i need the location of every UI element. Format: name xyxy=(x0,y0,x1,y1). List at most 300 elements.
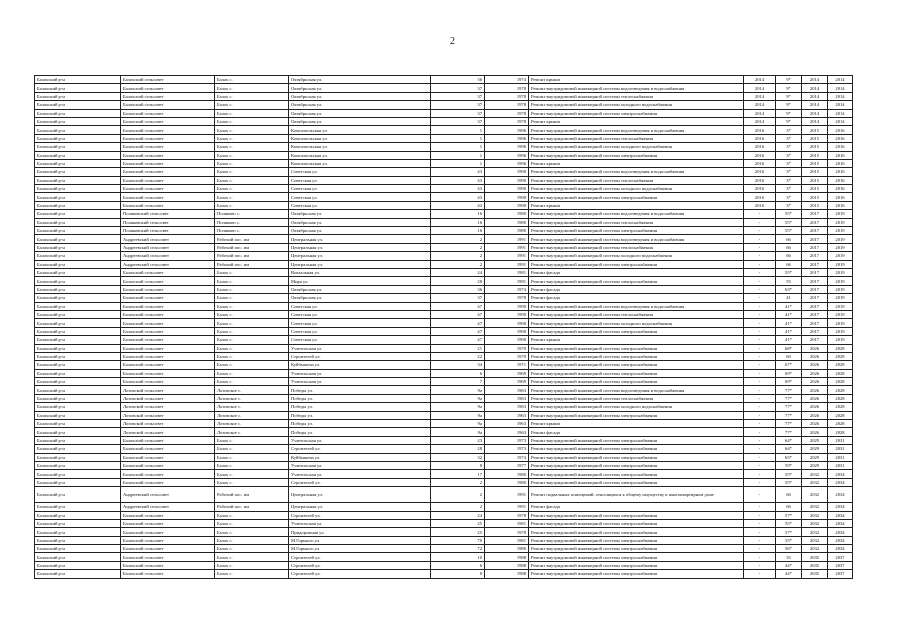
table-row xyxy=(35,101,853,109)
cell-district: Балахский р-н xyxy=(35,428,121,436)
cell-percent: 3* xyxy=(776,143,802,151)
cell-house-number: 2 xyxy=(431,478,485,486)
cell-work-type: Ремонт фасада xyxy=(529,503,744,511)
cell-year-from: 2026 xyxy=(802,428,828,436)
cell-year-a: - xyxy=(744,420,776,428)
cell-year-from: 2035 xyxy=(802,570,828,578)
cell-year-a: - xyxy=(744,411,776,419)
cell-locality: Балах с. xyxy=(215,344,289,352)
cell-locality: Балах с. xyxy=(215,159,289,167)
cell-build-year: 1974 xyxy=(485,76,529,84)
cell-build-year: 1991 xyxy=(485,487,529,503)
cell-year-a: - xyxy=(744,561,776,569)
table-row xyxy=(35,470,853,478)
cell-street: Победы ул. xyxy=(289,394,431,402)
cell-build-year: 1980 xyxy=(485,478,529,486)
cell-percent: 3* xyxy=(776,159,802,167)
cell-street: Советская ул. xyxy=(289,336,431,344)
cell-work-type: Ремонт внутридомовой инженерной системы электроснабжения xyxy=(529,478,744,486)
cell-year-a: - xyxy=(744,570,776,578)
cell-year-from: 2015 xyxy=(802,151,828,159)
cell-year-a: 2014 xyxy=(744,117,776,125)
cell-district: Балахский р-н xyxy=(35,227,121,235)
cell-work-type: Ремонт внутридомовой инженерной системы холодного водоснабжения xyxy=(529,185,744,193)
cell-year-from: 2017 xyxy=(802,327,828,335)
cell-locality: Балах с. xyxy=(215,302,289,310)
cell-locality: Лозовское с. xyxy=(215,394,289,402)
cell-settlement-council: Балахский сельсовет xyxy=(121,159,215,167)
cell-percent: 64* xyxy=(776,445,802,453)
cell-street: Советская ул. xyxy=(289,302,431,310)
cell-year-a: 2014 xyxy=(744,92,776,100)
cell-year-a: - xyxy=(744,268,776,276)
cell-work-type: Ремонт внутридомовой инженерной системы электроснабжения xyxy=(529,453,744,461)
table-row xyxy=(35,260,853,268)
cell-percent: 55* xyxy=(776,268,802,276)
table-row xyxy=(35,227,853,235)
cell-year-a: - xyxy=(744,227,776,235)
cell-house-number: 16 xyxy=(431,218,485,226)
cell-settlement-council: Балахский сельсовет xyxy=(121,101,215,109)
cell-locality: Рабочий пос. им xyxy=(215,243,289,251)
cell-locality: Балах с. xyxy=(215,545,289,553)
cell-year-from: 2032 xyxy=(802,503,828,511)
cell-settlement-council: Балахский сельсовет xyxy=(121,76,215,84)
cell-year-from: 2015 xyxy=(802,168,828,176)
cell-locality: Балах с. xyxy=(215,352,289,360)
cell-year-to: 2016 xyxy=(828,126,853,134)
cell-district: Балахский р-н xyxy=(35,503,121,511)
cell-work-type: Ремонт внутридомовой инженерной системы водоотведения и водоснабжения xyxy=(529,210,744,218)
cell-settlement-council: Балахский сельсовет xyxy=(121,369,215,377)
cell-house-number: 37 xyxy=(431,84,485,92)
cell-district: Балахский р-н xyxy=(35,268,121,276)
cell-percent: 77* xyxy=(776,394,802,402)
cell-year-a: - xyxy=(744,302,776,310)
cell-percent: 66 xyxy=(776,260,802,268)
cell-year-a: - xyxy=(744,327,776,335)
cell-district: Балахский р-н xyxy=(35,76,121,84)
cell-work-type: Ремонт фасада xyxy=(529,428,744,436)
cell-street: Комсомольская ул. xyxy=(289,143,431,151)
cell-percent: 66 xyxy=(776,252,802,260)
cell-percent: 64* xyxy=(776,436,802,444)
cell-work-type: Ремонт внутридомовой инженерной системы электроснабжения xyxy=(529,536,744,544)
cell-year-from: 2035 xyxy=(802,561,828,569)
cell-house-number: 43 xyxy=(431,201,485,209)
cell-street: Мира ул. xyxy=(289,277,431,285)
cell-year-from: 2014 xyxy=(802,84,828,92)
cell-street: Октябрьская ул. xyxy=(289,92,431,100)
table-row xyxy=(35,134,853,142)
cell-street: Учительская ул. xyxy=(289,461,431,469)
table-row xyxy=(35,361,853,369)
table-row xyxy=(35,294,853,302)
cell-year-from: 2014 xyxy=(802,101,828,109)
cell-build-year: 1973 xyxy=(485,436,529,444)
cell-house-number: 37 xyxy=(431,294,485,302)
cell-locality: Балах с. xyxy=(215,519,289,527)
cell-district: Балахский р-н xyxy=(35,201,121,209)
table-row xyxy=(35,218,853,226)
cell-work-type: Ремонт внутридомовой инженерной системы электроснабжения xyxy=(529,436,744,444)
cell-district: Балахский р-н xyxy=(35,218,121,226)
cell-year-to: 2034 xyxy=(828,519,853,527)
cell-district: Балахский р-н xyxy=(35,143,121,151)
cell-year-a: - xyxy=(744,428,776,436)
cell-house-number: 47 xyxy=(431,302,485,310)
cell-work-type: Ремонт крыши xyxy=(529,76,744,84)
cell-year-a: 2016 xyxy=(744,134,776,142)
cell-year-from: 2017 xyxy=(802,210,828,218)
cell-house-number: 7 xyxy=(431,378,485,386)
cell-district: Балахский р-н xyxy=(35,109,121,117)
cell-year-from: 2032 xyxy=(802,487,828,503)
cell-year-from: 2015 xyxy=(802,176,828,184)
cell-district: Балахский р-н xyxy=(35,411,121,419)
cell-street: Центральная ул. xyxy=(289,503,431,511)
cell-settlement-council: Балахский сельсовет xyxy=(121,570,215,578)
cell-build-year: 1990 xyxy=(485,327,529,335)
cell-build-year: 1970 xyxy=(485,352,529,360)
cell-percent: 3* xyxy=(776,151,802,159)
cell-build-year: 1996 xyxy=(485,134,529,142)
cell-percent: 57* xyxy=(776,511,802,519)
cell-year-to: 2034 xyxy=(828,478,853,486)
cell-district: Балахский р-н xyxy=(35,445,121,453)
cell-settlement-council: Балахский сельсовет xyxy=(121,361,215,369)
cell-house-number: 2 xyxy=(431,235,485,243)
cell-settlement-council: Лозовской сельсовет xyxy=(121,386,215,394)
cell-locality: Балах с. xyxy=(215,361,289,369)
table-row xyxy=(35,478,853,486)
cell-work-type: Ремонт внутридомовой инженерной системы электроснабжения xyxy=(529,361,744,369)
cell-street: Куйбышева ул. xyxy=(289,361,431,369)
table-row xyxy=(35,310,853,318)
cell-house-number: 2 xyxy=(431,260,485,268)
table-row xyxy=(35,561,853,569)
cell-percent: 65* xyxy=(776,453,802,461)
cell-percent: 63* xyxy=(776,285,802,293)
cell-locality: Балах с. xyxy=(215,176,289,184)
cell-house-number: 23 xyxy=(431,436,485,444)
table-row xyxy=(35,126,853,134)
cell-year-a: - xyxy=(744,511,776,519)
cell-street: Строителей ул. xyxy=(289,352,431,360)
table-row xyxy=(35,176,853,184)
cell-house-number: 43 xyxy=(431,185,485,193)
cell-year-a: 2014 xyxy=(744,101,776,109)
cell-percent: 9* xyxy=(776,109,802,117)
cell-year-a: - xyxy=(744,403,776,411)
table-row xyxy=(35,159,853,167)
table-row xyxy=(35,420,853,428)
cell-build-year: 1969 xyxy=(485,378,529,386)
cell-settlement-council: Лозовской сельсовет xyxy=(121,411,215,419)
table-row xyxy=(35,369,853,377)
cell-year-to: 2034 xyxy=(828,511,853,519)
table-row xyxy=(35,570,853,578)
cell-year-to: 2014 xyxy=(828,109,853,117)
cell-year-a: 2016 xyxy=(744,201,776,209)
cell-year-from: 2014 xyxy=(802,76,828,84)
cell-house-number: 2 xyxy=(431,503,485,511)
cell-district: Балахский р-н xyxy=(35,461,121,469)
table-row xyxy=(35,428,853,436)
cell-build-year: 1974 xyxy=(485,285,529,293)
cell-district: Балахский р-н xyxy=(35,176,121,184)
cell-year-a: - xyxy=(744,285,776,293)
cell-house-number: 1 xyxy=(431,151,485,159)
cell-street: Центральная ул. xyxy=(289,487,431,503)
cell-house-number: 37 xyxy=(431,101,485,109)
cell-street: Советская ул. xyxy=(289,185,431,193)
cell-year-a: - xyxy=(744,243,776,251)
cell-year-a: 2016 xyxy=(744,126,776,134)
table-row xyxy=(35,403,853,411)
cell-build-year: 1978 xyxy=(485,528,529,536)
cell-year-to: 2028 xyxy=(828,403,853,411)
cell-build-year: 1963 xyxy=(485,428,529,436)
cell-year-to: 2031 xyxy=(828,453,853,461)
cell-district: Балахский р-н xyxy=(35,386,121,394)
cell-street: М.Горького ул. xyxy=(289,536,431,544)
cell-year-to: 2016 xyxy=(828,193,853,201)
cell-percent: 55* xyxy=(776,210,802,218)
cell-build-year: 1991 xyxy=(485,260,529,268)
cell-house-number: 9а xyxy=(431,411,485,419)
cell-build-year: 1996 xyxy=(485,151,529,159)
cell-locality: Балах с. xyxy=(215,84,289,92)
cell-build-year: 1971 xyxy=(485,361,529,369)
cell-year-from: 2029 xyxy=(802,453,828,461)
cell-year-a: - xyxy=(744,528,776,536)
cell-year-to: 2019 xyxy=(828,210,853,218)
table-row xyxy=(35,277,853,285)
cell-house-number: 2 xyxy=(431,487,485,503)
cell-locality: Балах с. xyxy=(215,185,289,193)
cell-year-a: - xyxy=(744,294,776,302)
cell-work-type: Ремонт внутридомовой инженерной системы электроснабжения xyxy=(529,511,744,519)
cell-settlement-council: Балахский сельсовет xyxy=(121,168,215,176)
cell-house-number: 2 xyxy=(431,243,485,251)
cell-build-year: 1978 xyxy=(485,109,529,117)
cell-district: Балахский р-н xyxy=(35,561,121,569)
cell-year-from: 2014 xyxy=(802,92,828,100)
cell-build-year: 1978 xyxy=(485,92,529,100)
cell-locality: Балах с. xyxy=(215,268,289,276)
table-row xyxy=(35,76,853,84)
cell-year-from: 2015 xyxy=(802,185,828,193)
cell-settlement-council: Балахский сельсовет xyxy=(121,285,215,293)
cell-year-from: 2026 xyxy=(802,411,828,419)
cell-work-type: Ремонт внутридомовой инженерной системы теплоснабжения xyxy=(529,176,744,184)
cell-locality: Балах с. xyxy=(215,327,289,335)
cell-year-to: 2034 xyxy=(828,545,853,553)
cell-street: Советская ул. xyxy=(289,327,431,335)
cell-settlement-council: Балахский сельсовет xyxy=(121,302,215,310)
table-row xyxy=(35,436,853,444)
cell-street: Октябрьская ул. xyxy=(289,84,431,92)
cell-year-a: 2014 xyxy=(744,76,776,84)
cell-year-from: 2017 xyxy=(802,310,828,318)
cell-year-a: - xyxy=(744,310,776,318)
cell-district: Балахский р-н xyxy=(35,336,121,344)
cell-year-a: - xyxy=(744,436,776,444)
cell-work-type: Ремонт внутридомовой инженерной системы электроснабжения xyxy=(529,227,744,235)
cell-locality: Балах с. xyxy=(215,151,289,159)
cell-settlement-council: Андреевский сельсовет xyxy=(121,503,215,511)
cell-house-number: 16 xyxy=(431,210,485,218)
cell-house-number: 32 xyxy=(431,453,485,461)
cell-work-type: Ремонт внутридомовой инженерной системы электроснабжения xyxy=(529,344,744,352)
cell-year-from: 2032 xyxy=(802,470,828,478)
cell-district: Балахский р-н xyxy=(35,436,121,444)
cell-settlement-council: Балахский сельсовет xyxy=(121,84,215,92)
cell-settlement-council: Балахский сельсовет xyxy=(121,478,215,486)
table-row xyxy=(35,386,853,394)
cell-percent: 9* xyxy=(776,117,802,125)
cell-year-from: 2035 xyxy=(802,553,828,561)
cell-year-a: - xyxy=(744,361,776,369)
cell-year-to: 2028 xyxy=(828,378,853,386)
cell-settlement-council: Балахский сельсовет xyxy=(121,461,215,469)
cell-work-type: Ремонт внутридомовой инженерной системы теплоснабжения xyxy=(529,134,744,142)
cell-build-year: 1991 xyxy=(485,252,529,260)
cell-percent: 69* xyxy=(776,369,802,377)
cell-settlement-council: Балахский сельсовет xyxy=(121,336,215,344)
cell-percent: 41* xyxy=(776,302,802,310)
table-row xyxy=(35,210,853,218)
table-row xyxy=(35,268,853,276)
cell-district: Балахский р-н xyxy=(35,159,121,167)
cell-build-year: 1981 xyxy=(485,536,529,544)
cell-house-number: 1 xyxy=(431,143,485,151)
cell-street: Учительская ул. xyxy=(289,470,431,478)
cell-year-a: - xyxy=(744,210,776,218)
cell-percent: 56* xyxy=(776,545,802,553)
cell-year-a: - xyxy=(744,386,776,394)
cell-percent: 55* xyxy=(776,227,802,235)
cell-year-a: - xyxy=(744,319,776,327)
cell-district: Балахский р-н xyxy=(35,210,121,218)
cell-district: Балахский р-н xyxy=(35,92,121,100)
cell-percent: 66 xyxy=(776,235,802,243)
table-row xyxy=(35,461,853,469)
cell-year-from: 2026 xyxy=(802,344,828,352)
cell-percent: 9* xyxy=(776,92,802,100)
cell-work-type: Ремонт подвальных помещений, относящихся к общему имуществу в многоквартирном доме xyxy=(529,487,744,503)
cell-work-type: Ремонт внутридомовой инженерной системы теплоснабжения xyxy=(529,92,744,100)
cell-locality: Балах с. xyxy=(215,285,289,293)
cell-settlement-council: Балахский сельсовет xyxy=(121,536,215,544)
cell-house-number: 37 xyxy=(431,109,485,117)
cell-year-to: 2016 xyxy=(828,176,853,184)
cell-percent: 55* xyxy=(776,470,802,478)
cell-district: Балахский р-н xyxy=(35,369,121,377)
cell-settlement-council: Балахский сельсовет xyxy=(121,528,215,536)
cell-percent: 3* xyxy=(776,185,802,193)
cell-build-year: 1990 xyxy=(485,336,529,344)
table-row xyxy=(35,84,853,92)
cell-settlement-council: Балахский сельсовет xyxy=(121,193,215,201)
cell-year-a: - xyxy=(744,369,776,377)
cell-district: Балахский р-н xyxy=(35,235,121,243)
cell-work-type: Ремонт внутридомовой инженерной системы электроснабжения xyxy=(529,260,744,268)
cell-percent: 41 xyxy=(776,294,802,302)
cell-percent: 67* xyxy=(776,361,802,369)
cell-build-year: 1980 xyxy=(485,227,529,235)
cell-year-to: 2016 xyxy=(828,159,853,167)
cell-year-a: 2016 xyxy=(744,151,776,159)
cell-work-type: Ремонт внутридомовой инженерной системы электроснабжения xyxy=(529,352,744,360)
cell-build-year: 1988 xyxy=(485,570,529,578)
cell-year-a: 2016 xyxy=(744,168,776,176)
cell-street: Строителей ул. xyxy=(289,445,431,453)
cell-percent: 60 xyxy=(776,352,802,360)
cell-settlement-council: Балахский сельсовет xyxy=(121,310,215,318)
cell-year-to: 2014 xyxy=(828,84,853,92)
cell-district: Балахский р-н xyxy=(35,151,121,159)
cell-work-type: Ремонт внутридомовой инженерной системы электроснабжения xyxy=(529,109,744,117)
cell-district: Балахский р-н xyxy=(35,185,121,193)
cell-build-year: 1977 xyxy=(485,461,529,469)
cell-build-year: 1990 xyxy=(485,319,529,327)
cell-build-year: 1980 xyxy=(485,218,529,226)
cell-year-to: 2019 xyxy=(828,235,853,243)
cell-year-a: - xyxy=(744,470,776,478)
cell-house-number: 37 xyxy=(431,92,485,100)
cell-year-to: 2028 xyxy=(828,344,853,352)
table-row xyxy=(35,109,853,117)
cell-percent: 3* xyxy=(776,168,802,176)
cell-year-a: - xyxy=(744,478,776,486)
cell-year-from: 2017 xyxy=(802,235,828,243)
cell-street: Октябрьская ул. xyxy=(289,109,431,117)
cell-house-number: 10 xyxy=(431,553,485,561)
cell-district: Балахский р-н xyxy=(35,252,121,260)
cell-district: Балахский р-н xyxy=(35,327,121,335)
cell-street: Советская ул. xyxy=(289,201,431,209)
cell-locality: Балах с. xyxy=(215,461,289,469)
cell-year-a: - xyxy=(744,461,776,469)
cell-year-to: 2037 xyxy=(828,570,853,578)
cell-year-from: 2029 xyxy=(802,436,828,444)
cell-locality: Балах с. xyxy=(215,168,289,176)
cell-percent: 41* xyxy=(776,319,802,327)
cell-district: Балахский р-н xyxy=(35,344,121,352)
cell-house-number: 43 xyxy=(431,168,485,176)
cell-house-number: 6 xyxy=(431,561,485,569)
cell-locality: Балах с. xyxy=(215,378,289,386)
cell-year-from: 2017 xyxy=(802,260,828,268)
cell-year-to: 2016 xyxy=(828,151,853,159)
cell-locality: Лозовское с. xyxy=(215,420,289,428)
cell-percent: 55* xyxy=(776,478,802,486)
cell-year-from: 2017 xyxy=(802,218,828,226)
cell-street: Учительская ул. xyxy=(289,519,431,527)
cell-work-type: Ремонт фасада xyxy=(529,285,744,293)
cell-district: Балахский р-н xyxy=(35,519,121,527)
cell-year-from: 2017 xyxy=(802,336,828,344)
cell-locality: Балах с. xyxy=(215,109,289,117)
cell-year-from: 2029 xyxy=(802,445,828,453)
cell-settlement-council: Поляковский сельсовет xyxy=(121,227,215,235)
cell-street: Строителей ул. xyxy=(289,570,431,578)
cell-build-year: 1974 xyxy=(485,453,529,461)
cell-district: Балахский р-н xyxy=(35,84,121,92)
table-row xyxy=(35,235,853,243)
